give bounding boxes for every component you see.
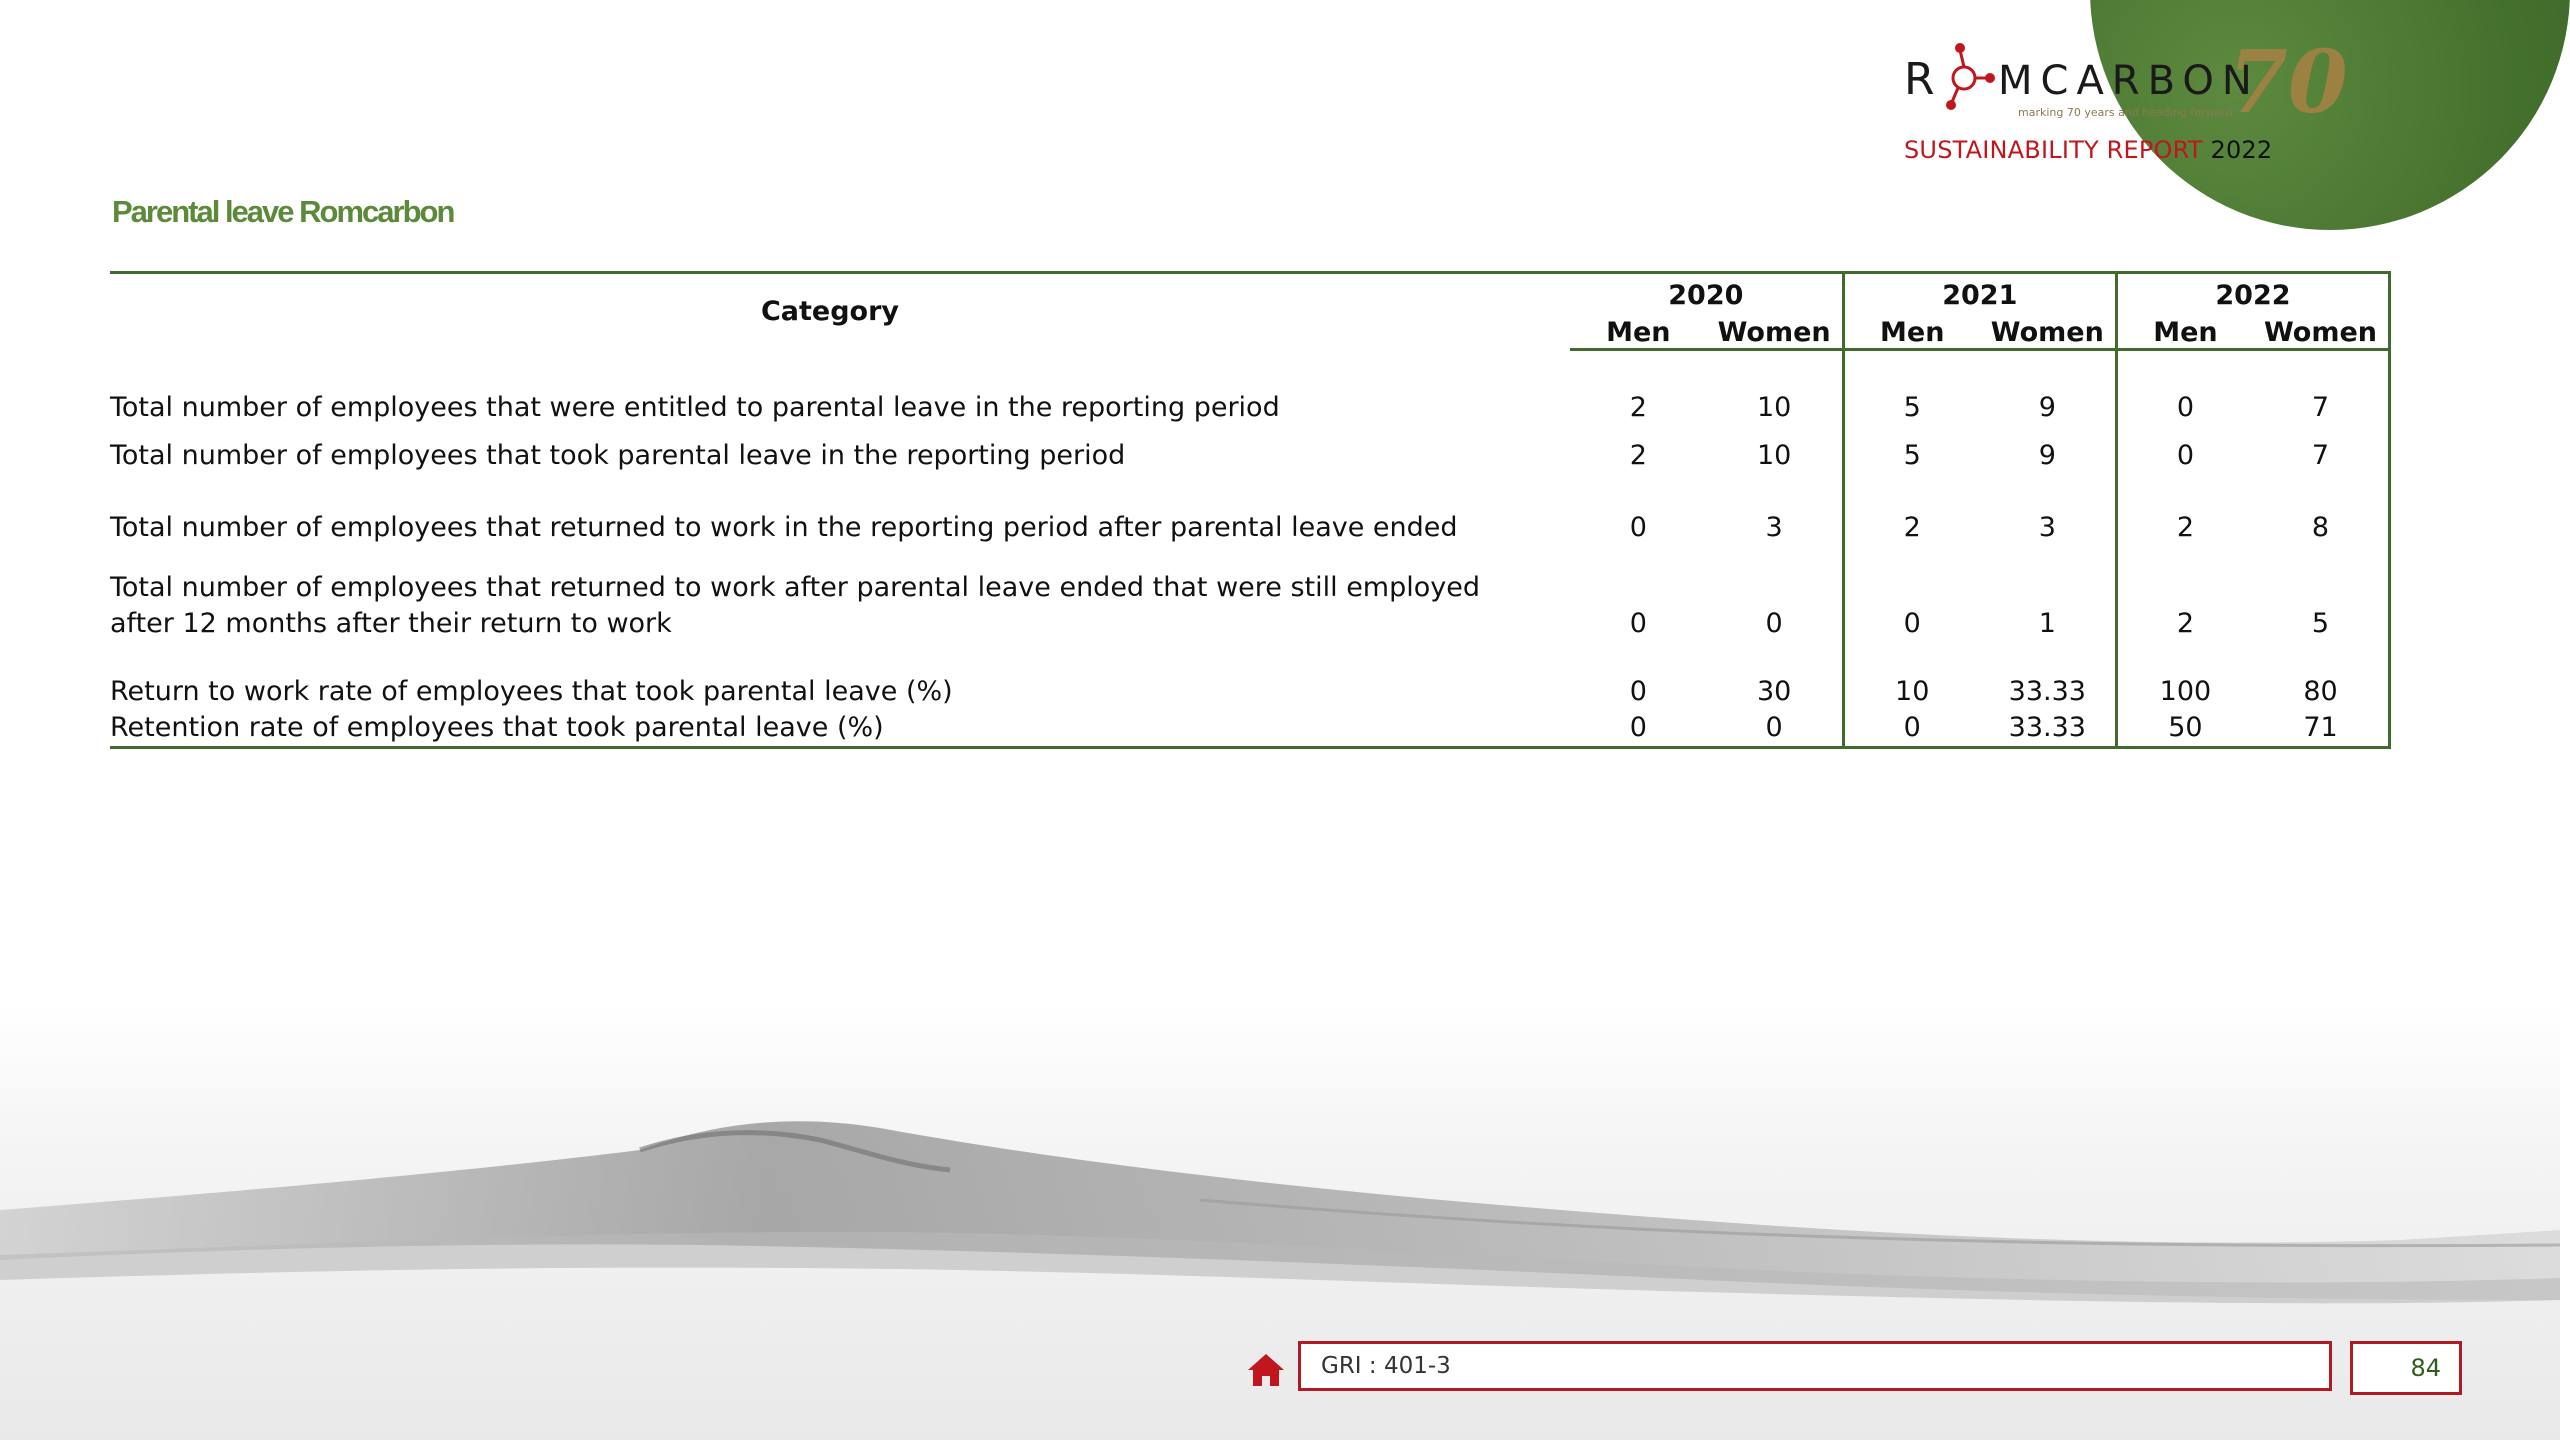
row-label: Total number of employees that returned to work in the reporting period after parental leave ended — [110, 512, 1458, 543]
men-header: Men — [1570, 311, 1707, 350]
cell-value: 2 — [1629, 392, 1647, 423]
cell-value: 5 — [2253, 546, 2390, 642]
cell-value: 9 — [1980, 350, 2117, 427]
women-header: Women — [1707, 311, 1844, 350]
report-year: 2022 — [2210, 136, 2273, 164]
cell-value: 3 — [1980, 474, 2117, 546]
molecule-icon — [1952, 50, 1988, 102]
cell-value: 0 — [1707, 710, 1844, 748]
row-label: Total number of employees that were entitled to parental leave in the reporting period — [110, 392, 1280, 423]
cell-value: 5 — [1903, 440, 1921, 471]
cell-value: 33.33 — [1980, 642, 2117, 710]
category-header: Category — [110, 273, 1570, 350]
cell-value: 0 — [1903, 608, 1921, 639]
section-title: Parental leave Romcarbon — [112, 194, 454, 229]
cell-value: 0 — [1707, 546, 1844, 642]
romcarbon-logo — [1900, 28, 2348, 138]
year-header-2020: 2020 — [1570, 273, 1843, 312]
cell-value: 0 — [1843, 710, 1980, 748]
home-icon[interactable] — [1246, 1352, 1286, 1388]
cell-value: 3 — [1707, 474, 1844, 546]
year-header-2021: 2021 — [1843, 273, 2116, 312]
parental-leave-table — [110, 271, 2391, 749]
logo-wordmark: MCARBON — [1998, 58, 2260, 104]
men-header: Men — [2116, 311, 2253, 350]
page-number: 84 — [2410, 1354, 2441, 1382]
table-row — [110, 546, 2390, 642]
cell-value: 71 — [2253, 710, 2390, 748]
cell-value: 0 — [1629, 676, 1647, 707]
table-row — [110, 426, 2390, 474]
cell-value: 10 — [1895, 676, 1930, 707]
women-header: Women — [1980, 311, 2117, 350]
cell-value: 0 — [2176, 392, 2195, 423]
cell-value: 1 — [1980, 546, 2117, 642]
table-row — [110, 710, 2390, 748]
cell-value: 5 — [1903, 392, 1921, 423]
table-row — [110, 350, 2390, 427]
gri-reference-box — [1298, 1341, 2332, 1391]
table-row — [110, 474, 2390, 546]
cell-value: 50 — [2116, 710, 2253, 748]
row-label: Retention rate of employees that took parental leave (%) — [110, 710, 1570, 748]
table-row — [110, 642, 2390, 710]
row-label: Total number of employees that took parental leave in the reporting period — [110, 440, 1126, 471]
cell-value: 0 — [1570, 710, 1707, 748]
cell-value: 7 — [2253, 350, 2390, 427]
year-header-2022: 2022 — [2116, 273, 2389, 312]
cell-value: 2 — [2176, 512, 2195, 543]
cell-value: 9 — [1980, 426, 2117, 474]
cell-value: 2 — [1903, 512, 1921, 543]
logo-tagline: marking 70 years and heading forward — [2018, 106, 2233, 119]
men-header: Men — [1843, 311, 1980, 350]
cell-value: 80 — [2253, 642, 2390, 710]
cell-value: 0 — [2176, 440, 2195, 471]
women-header: Women — [2253, 311, 2390, 350]
cell-value: 0 — [1629, 512, 1647, 543]
cell-value: 30 — [1707, 642, 1844, 710]
report-label — [1904, 136, 2272, 164]
cell-value: 100 — [2159, 676, 2212, 707]
report-label-text: SUSTAINABILITY REPORT — [1904, 136, 2203, 164]
cell-value: 2 — [1629, 440, 1647, 471]
cell-value: 7 — [2253, 426, 2390, 474]
cell-value: 2 — [2176, 608, 2195, 639]
logo-letter-r: R — [1904, 54, 1935, 105]
cell-value: 0 — [1629, 608, 1647, 639]
cell-value: 8 — [2253, 474, 2390, 546]
logo-anniversary: 70 — [2228, 32, 2348, 133]
cell-value: 10 — [1707, 350, 1844, 427]
page-number-box — [2350, 1341, 2462, 1395]
row-label: Total number of employees that returned to work after parental leave ended that were still employed after 12 months after their return to work — [110, 572, 1480, 639]
gri-reference: GRI : 401-3 — [1321, 1353, 1451, 1379]
cell-value: 33.33 — [1980, 710, 2117, 748]
row-label: Return to work rate of employees that took parental leave (%) — [110, 676, 953, 707]
cell-value: 10 — [1707, 426, 1844, 474]
